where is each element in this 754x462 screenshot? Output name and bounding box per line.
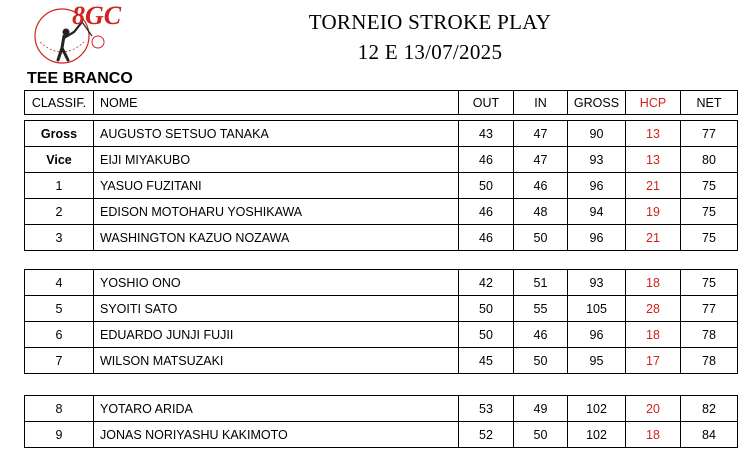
table-row: [25, 121, 738, 147]
cell-out: 50: [459, 296, 514, 322]
cell-hcp: 13: [626, 147, 681, 173]
cell-name: WILSON MATSUZAKI: [94, 348, 459, 374]
table-row: [25, 270, 738, 296]
cell-gross: 95: [568, 348, 626, 374]
cell-classif: 3: [25, 225, 94, 251]
svg-text:8GC: 8GC: [72, 2, 122, 30]
table-row: [25, 199, 738, 225]
cell-classif: 8: [25, 396, 94, 422]
cell-net: 84: [681, 422, 738, 448]
cell-name: WASHINGTON KAZUO NOZAWA: [94, 225, 459, 251]
cell-in: 46: [514, 173, 568, 199]
col-hcp: HCP: [626, 91, 681, 115]
cell-in: 55: [514, 296, 568, 322]
cell-out: 52: [459, 422, 514, 448]
cell-name: YASUO FUZITANI: [94, 173, 459, 199]
cell-in: 47: [514, 121, 568, 147]
cell-classif: 5: [25, 296, 94, 322]
cell-name: EDISON MOTOHARU YOSHIKAWA: [94, 199, 459, 225]
cell-out: 53: [459, 396, 514, 422]
col-classif: CLASSIF.: [25, 91, 94, 115]
cell-in: 49: [514, 396, 568, 422]
cell-hcp: 13: [626, 121, 681, 147]
cell-net: 80: [681, 147, 738, 173]
cell-hcp: 28: [626, 296, 681, 322]
cell-hcp: 18: [626, 422, 681, 448]
cell-net: 77: [681, 296, 738, 322]
cell-in: 48: [514, 199, 568, 225]
cell-classif: Vice: [25, 147, 94, 173]
cell-net: 77: [681, 121, 738, 147]
cell-gross: 96: [568, 173, 626, 199]
cell-classif: 9: [25, 422, 94, 448]
cell-out: 46: [459, 199, 514, 225]
cell-gross: 102: [568, 422, 626, 448]
cell-out: 43: [459, 121, 514, 147]
cell-gross: 102: [568, 396, 626, 422]
cell-hcp: 21: [626, 225, 681, 251]
cell-in: 50: [514, 348, 568, 374]
cell-out: 45: [459, 348, 514, 374]
cell-gross: 93: [568, 147, 626, 173]
cell-net: 75: [681, 270, 738, 296]
col-in: IN: [514, 91, 568, 115]
cell-net: 75: [681, 173, 738, 199]
col-net: NET: [681, 91, 738, 115]
cell-hcp: 18: [626, 270, 681, 296]
cell-gross: 93: [568, 270, 626, 296]
table-row: [25, 173, 738, 199]
cell-in: 50: [514, 225, 568, 251]
cell-hcp: 21: [626, 173, 681, 199]
table-row: [25, 322, 738, 348]
cell-out: 46: [459, 225, 514, 251]
table-row: [25, 396, 738, 422]
results-group-1: [24, 120, 738, 251]
cell-net: 78: [681, 348, 738, 374]
cell-gross: 96: [568, 225, 626, 251]
col-out: OUT: [459, 91, 514, 115]
cell-gross: 94: [568, 199, 626, 225]
table-row: [25, 422, 738, 448]
cell-classif: 1: [25, 173, 94, 199]
cell-name: SYOITI SATO: [94, 296, 459, 322]
cell-out: 50: [459, 322, 514, 348]
cell-out: 42: [459, 270, 514, 296]
cell-in: 46: [514, 322, 568, 348]
cell-hcp: 18: [626, 322, 681, 348]
table-row: [25, 147, 738, 173]
cell-name: EDUARDO JUNJI FUJII: [94, 322, 459, 348]
cell-name: YOSHIO ONO: [94, 270, 459, 296]
cell-in: 50: [514, 422, 568, 448]
cell-classif: 4: [25, 270, 94, 296]
cell-gross: 105: [568, 296, 626, 322]
cell-classif: Gross: [25, 121, 94, 147]
results-header: [24, 90, 738, 115]
cell-classif: 7: [25, 348, 94, 374]
cell-net: 78: [681, 322, 738, 348]
cell-net: 82: [681, 396, 738, 422]
cell-name: JONAS NORIYASHU KAKIMOTO: [94, 422, 459, 448]
results-group-2: [24, 269, 738, 374]
cell-classif: 6: [25, 322, 94, 348]
cell-gross: 90: [568, 121, 626, 147]
cell-net: 75: [681, 199, 738, 225]
cell-classif: 2: [25, 199, 94, 225]
cell-name: EIJI MIYAKUBO: [94, 147, 459, 173]
cell-gross: 96: [568, 322, 626, 348]
tournament-title: TORNEIO STROKE PLAY: [308, 10, 552, 34]
cell-in: 51: [514, 270, 568, 296]
cell-hcp: 17: [626, 348, 681, 374]
cell-hcp: 20: [626, 396, 681, 422]
table-row: [25, 348, 738, 374]
table-row: [25, 225, 738, 251]
tournament-dates: 12 E 13/07/2025: [357, 40, 503, 64]
table-row: [25, 296, 738, 322]
cell-out: 50: [459, 173, 514, 199]
cell-in: 47: [514, 147, 568, 173]
results-group-3: [24, 395, 738, 448]
cell-out: 46: [459, 147, 514, 173]
col-gross: GROSS: [568, 91, 626, 115]
cell-hcp: 19: [626, 199, 681, 225]
header-row: [25, 91, 738, 115]
col-name: NOME: [94, 91, 459, 115]
tee-label: TEE BRANCO: [27, 70, 133, 87]
cell-net: 75: [681, 225, 738, 251]
cell-name: AUGUSTO SETSUO TANAKA: [94, 121, 459, 147]
cell-name: YOTARO ARIDA: [94, 396, 459, 422]
